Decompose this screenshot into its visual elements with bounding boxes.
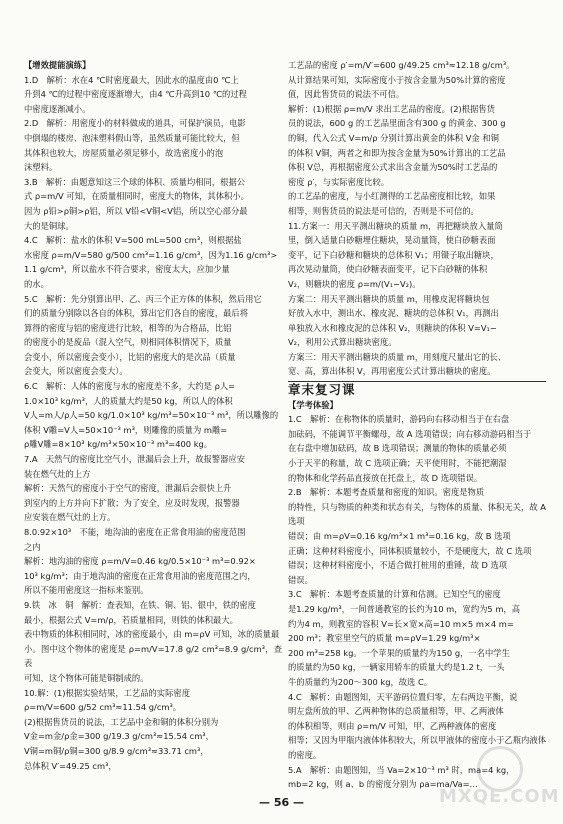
text-line: 8.0.92×10³ 不能，地沟油的密度在正常食用油的密度范围 bbox=[24, 527, 246, 537]
text-line: 牛的质量约为200～300 kg，故选 C。 bbox=[288, 676, 433, 687]
text-line: V₂，则糖块的密度 ρ=m/(V₁−V₂)。 bbox=[288, 278, 421, 289]
text-line: 大的是铜球。 bbox=[24, 220, 74, 231]
text-line: V铜=m铜/ρ铜=300 g/8.9 g/cm³≈33.71 cm³， bbox=[24, 745, 209, 756]
text-line: 错误；这种材料密度小，不适合做打桩用的重锤，故 D 选项 bbox=[288, 560, 508, 571]
text-line: 9.铁 冰 铜 解析：查表知，在铁、铜、铝、银中，铁的密度 bbox=[24, 599, 256, 610]
text-line: 沫塑料。 bbox=[24, 162, 58, 173]
text-line: 好放入水中，测出水、橡皮泥、糖块的总体积 V₁，再测出 bbox=[288, 308, 499, 319]
text-line: 可知，这个物体可能是铜制成的。 bbox=[24, 672, 149, 683]
text-line: 错误；由 m=ρV=0.16 kg/m³×1 m³=0.16 kg，故 B 选项 bbox=[288, 531, 511, 541]
text-line: 水密度 ρ=m/V=580 g/500 cm³=1.16 g/cm³，因为1.16 g/cm³> bbox=[24, 249, 278, 260]
text-line: V₂，利用公式算出糖块密度。 bbox=[288, 337, 397, 348]
text-line: 解析：(1)根据 ρ=m/V 求出工艺品的密度。(2)根据售货 bbox=[288, 103, 495, 114]
text-line: 总体积 V′=49.25 cm³， bbox=[24, 760, 117, 771]
text-line: 中密度逐渐减小。 bbox=[24, 103, 91, 114]
text-line: 式 ρ=m/V 可知，在质量相同时，密度大的物体，其体积小。 bbox=[24, 191, 249, 202]
page-number: — 56 — bbox=[259, 796, 304, 809]
text-line: 的密度小的是废品（混入空气，则相同体积情况下，质量 bbox=[24, 337, 232, 348]
text-line: 相等，则售货员的说法是可信的，否则是不可信的。 bbox=[288, 205, 479, 216]
text-line: 5.C 解析：先分别算出甲、乙、丙三个正方体的体积，然后用它 bbox=[24, 293, 262, 304]
text-line: 4.C 解析：盐水的体积 V=500 mL=500 cm³，则根据盐 bbox=[24, 235, 242, 246]
text-line: 里，倒入适量白砂糖埋住糖块，晃动量筒，使白砂糖表面 bbox=[288, 235, 496, 246]
text-line: V人=m人/ρ人=50 kg/1.0×10³ kg/m³=50×10⁻³ m³，所以雕像的 bbox=[24, 410, 279, 421]
text-line: ρ=m/V=600 g/52 cm³≈11.54 g/cm³。 bbox=[24, 702, 182, 713]
text-line: 从计算结果可知，实际密度小于按含金量为50%计算的密度 bbox=[288, 74, 506, 85]
text-line: 再次晃动量筒，使白砂糖表面变平，记下白砂糖的体积 bbox=[288, 264, 488, 275]
text-line: 10³ kg/m³；由于地沟油的密度在正常食用油的密度范围之内， bbox=[24, 570, 256, 581]
text-line: 的体积相等，则由 ρ=m/V 可知，甲、乙两种液体的密度 bbox=[288, 720, 497, 731]
text-line: 之内 bbox=[24, 541, 41, 552]
chapter-title: 章末复习课 bbox=[288, 382, 356, 398]
text-line: 约为4 m，则教室的容积 V=长×宽×高=10 m×5 m×4 m= bbox=[288, 618, 514, 629]
text-line: 值，因此售货员的说法不可信。 bbox=[288, 89, 405, 100]
text-line: 4.C 解析：由题图知，天平游码位置归零，左右两边平衡，说 bbox=[288, 691, 518, 702]
text-line: 中倒塌的楼房、泡沫塑料假山等，虽然质量可能比较大，但 bbox=[24, 132, 240, 143]
left-body bbox=[24, 73, 282, 774]
text-line: 3.B 解析：由题意知这三个球的体积、质量均相同，根据公 bbox=[24, 176, 246, 187]
text-line: 5.A 解析：由题图知，当 Va=2×10⁻³ m³ 时，ma=4 kg， bbox=[288, 764, 515, 775]
text-line: 200 m³=258 kg。一个苹果的质量约为150 g，一名中学生 bbox=[288, 647, 510, 658]
text-line: 小于天平的称量，故 C 选项正确；天平使用时，不能把潮湿 bbox=[288, 458, 507, 469]
section-heading: 【增效提能演练】 bbox=[24, 60, 91, 70]
text-line: 1.0×10³ kg/m³，人的质量大约是50 kg，所以人的体积 bbox=[24, 395, 233, 406]
text-line: 小。图中这个物体的密度是 ρ=m/V=17.8 g/2 cm³=8.9 g/cm³，查表 bbox=[24, 643, 282, 669]
text-line: 的水。 bbox=[24, 278, 49, 289]
text-line: 解析：天然气的密度小于空气的密度，泄漏后会很快上升 bbox=[24, 483, 232, 494]
text-line: 11.方案一：用天平测出糖块的质量 m，再把糖块放入量筒 bbox=[288, 220, 503, 231]
text-line: 解析：地沟油的密度 ρ=m/V=0.46 kg/0.5×10⁻³ m³=0.92× bbox=[24, 556, 256, 567]
text-line: 宽、高，算出体积 V，再用密度公式计算出糖块的密度。 bbox=[288, 366, 496, 377]
text-line: 相等；又因为甲瓶内液体体积较大，所以甲液体的密度小于乙瓶内液体的密度。 bbox=[288, 735, 546, 760]
text-line: ρ雕V雕=8×10³ kg/m³×50×10⁻³ m³=400 kg。 bbox=[24, 439, 213, 450]
text-line: 到室内的上方并向下扩散；为了安全，应及时发现，报警器 bbox=[24, 497, 240, 508]
text-line: 工艺品的密度 ρ′=m/V′=600 g/49.25 cm³≈12.18 g/cm³。 bbox=[288, 60, 515, 70]
section-heading: 【学考体验】 bbox=[288, 399, 338, 410]
text-line: 会变小，所以密度会变小），比铝的密度大的是次品（质量 bbox=[24, 351, 236, 362]
watermark-text: MXQE.COM bbox=[439, 786, 560, 807]
text-line: 明左盘所放的甲、乙两种物体的总质量相等，甲、乙两液体 bbox=[288, 706, 504, 717]
text-line: 200 m³；教室里空气的质量 m=ρV=1.29 kg/m³× bbox=[288, 633, 481, 644]
text-line: 错误。 bbox=[288, 574, 313, 585]
text-line: 的工艺品的密度，与小红测得的工艺品密度相比较，如果 bbox=[288, 191, 496, 202]
text-line: 方案二：用天平测出糖块的质量 m，用橡皮泥将糖块包 bbox=[288, 293, 490, 304]
text-line: 7.A 天然气的密度比空气小，泄漏后会上升，故报警器应安 bbox=[24, 454, 246, 465]
text-line: 会变大，所以密度会变大）。 bbox=[24, 366, 128, 377]
text-line: 1.D 解析：水在4 ℃时密度最大，因此水的温度由0 ℃上 bbox=[24, 74, 239, 85]
text-line: 算得的密度与铝的密度进行比较，相等的为合格品，比铝 bbox=[24, 322, 232, 333]
text-line: 的物体和化学药品直接放在托盘上，故 D 选项错误。 bbox=[288, 472, 483, 483]
text-line: 在右盘中增加砝码，故 B 选项错误；测量的物体的质量必须 bbox=[288, 443, 507, 454]
text-line: V金=m金/ρ金=300 g/19.3 g/cm³≈15.54 cm³， bbox=[24, 731, 214, 742]
text-line: 密度 ρ′，与实际密度比较。 bbox=[288, 176, 390, 187]
text-line: 1.1 g/cm³，所以盐水不符合要求，密度太大，应加少量 bbox=[24, 264, 230, 275]
text-line: 体积 V雕=V人=50×10⁻³ m³，则雕像的质量为 m雕= bbox=[24, 424, 228, 435]
text-line: 3.C 解析：本题考查质量的计算和估测。已知空气的密度 bbox=[288, 589, 501, 600]
left-column bbox=[24, 58, 282, 773]
text-line: 最小，根据公式 V=m/ρ，若质量相同，则铁的体积最大。 bbox=[24, 614, 238, 625]
text-line: 10.解：(1)根据实验结果，工艺品的实际密度 bbox=[24, 687, 190, 698]
text-line: 员的说法，600 g 的工艺品里面含有300 g 的黄金、300 g bbox=[288, 118, 506, 129]
text-line: 装在燃气灶的上方 bbox=[24, 468, 91, 479]
text-line: 所以不能用密度这一指标来鉴别。 bbox=[24, 585, 149, 596]
text-line: 正确；这种材料密度小，同体积质量较小，不是硬度大，故 C 选项 bbox=[288, 545, 532, 556]
text-line: 的质量约为50 kg，一辆家用轿车的质量大约是1.2 t，一头 bbox=[288, 662, 505, 673]
text-line: 2.B 解析：本题考查质量和密度的知识。密度是物质 bbox=[288, 487, 485, 498]
text-line: 的铜，代入公式 V=m/ρ 分别计算出黄金的体积 V金 和铜 bbox=[288, 132, 499, 143]
right-body-bottom bbox=[288, 412, 546, 791]
text-line: 因为 ρ铅>ρ铜>ρ铝，所以 V铅<V铜<V铝，所以空心部分最 bbox=[24, 205, 248, 216]
watermark-logo bbox=[439, 746, 560, 810]
text-line: 表中物质的体积相同时，冰的密度最小，由 m=ρV 可知，冰的质量最 bbox=[24, 629, 280, 640]
text-line: 2.D 解析：用密度小的材料做成的道具，可保护演员，电影 bbox=[24, 118, 246, 129]
text-line: 单独放入水和橡皮泥的总体积 V₂，则糖块的体积 V=V₁− bbox=[288, 322, 497, 333]
text-line: 6.C 解析：人体的密度与水的密度差不多，大约是 ρ人= bbox=[24, 381, 236, 392]
text-line: 的体积 V铜，两者之和即为按含金量为50%计算出的工艺品 bbox=[288, 147, 506, 158]
right-body-top bbox=[288, 58, 546, 379]
text-line: (2)根据售货员的说法，工艺品中金和铜的体积分别为 bbox=[24, 716, 219, 727]
text-line: 们的质量分别除以各自的体积，算出它们各自的密度，最后将 bbox=[24, 308, 249, 319]
text-line: 体积 V总，再根据密度公式求出含金量为50%时工艺品的 bbox=[288, 162, 498, 173]
text-line: 其体积也较大，房屋质量必须足够小，故选密度小的泡 bbox=[24, 147, 224, 158]
text-line: 方案三：用天平测出糖块的质量 m，用刻度尺量出它的长、 bbox=[288, 351, 507, 362]
text-line: 是1.29 kg/m³，一间普通教室的长约为10 m，宽约为5 m，高 bbox=[288, 603, 521, 614]
text-line: mb=2 kg，则 a、b 的密度分别为 ρa=ma/Va=… bbox=[288, 779, 478, 790]
text-line: 1.C 解析：在称物体的质量时，游码向右移动相当于在右盘 bbox=[288, 414, 510, 425]
text-line: 加砝码，不能调节平衡螺母，故 A 选项错误；向右移动游码相当于 bbox=[288, 428, 532, 439]
text-line: 的特性，只与物质的种类和状态有关，与物体的质量、体积无关，故 A 选项 bbox=[288, 501, 546, 527]
text-line: 变平，记下白砂糖和糖块的总体积 V₁；用镊子取出糖块， bbox=[288, 249, 499, 260]
text-line: 升到4 ℃的过程中密度逐渐增大，由4 ℃升高到10 ℃的过程 bbox=[24, 89, 247, 100]
right-column bbox=[288, 58, 546, 792]
text-line: 应安装在燃气灶的上方。 bbox=[24, 512, 116, 523]
